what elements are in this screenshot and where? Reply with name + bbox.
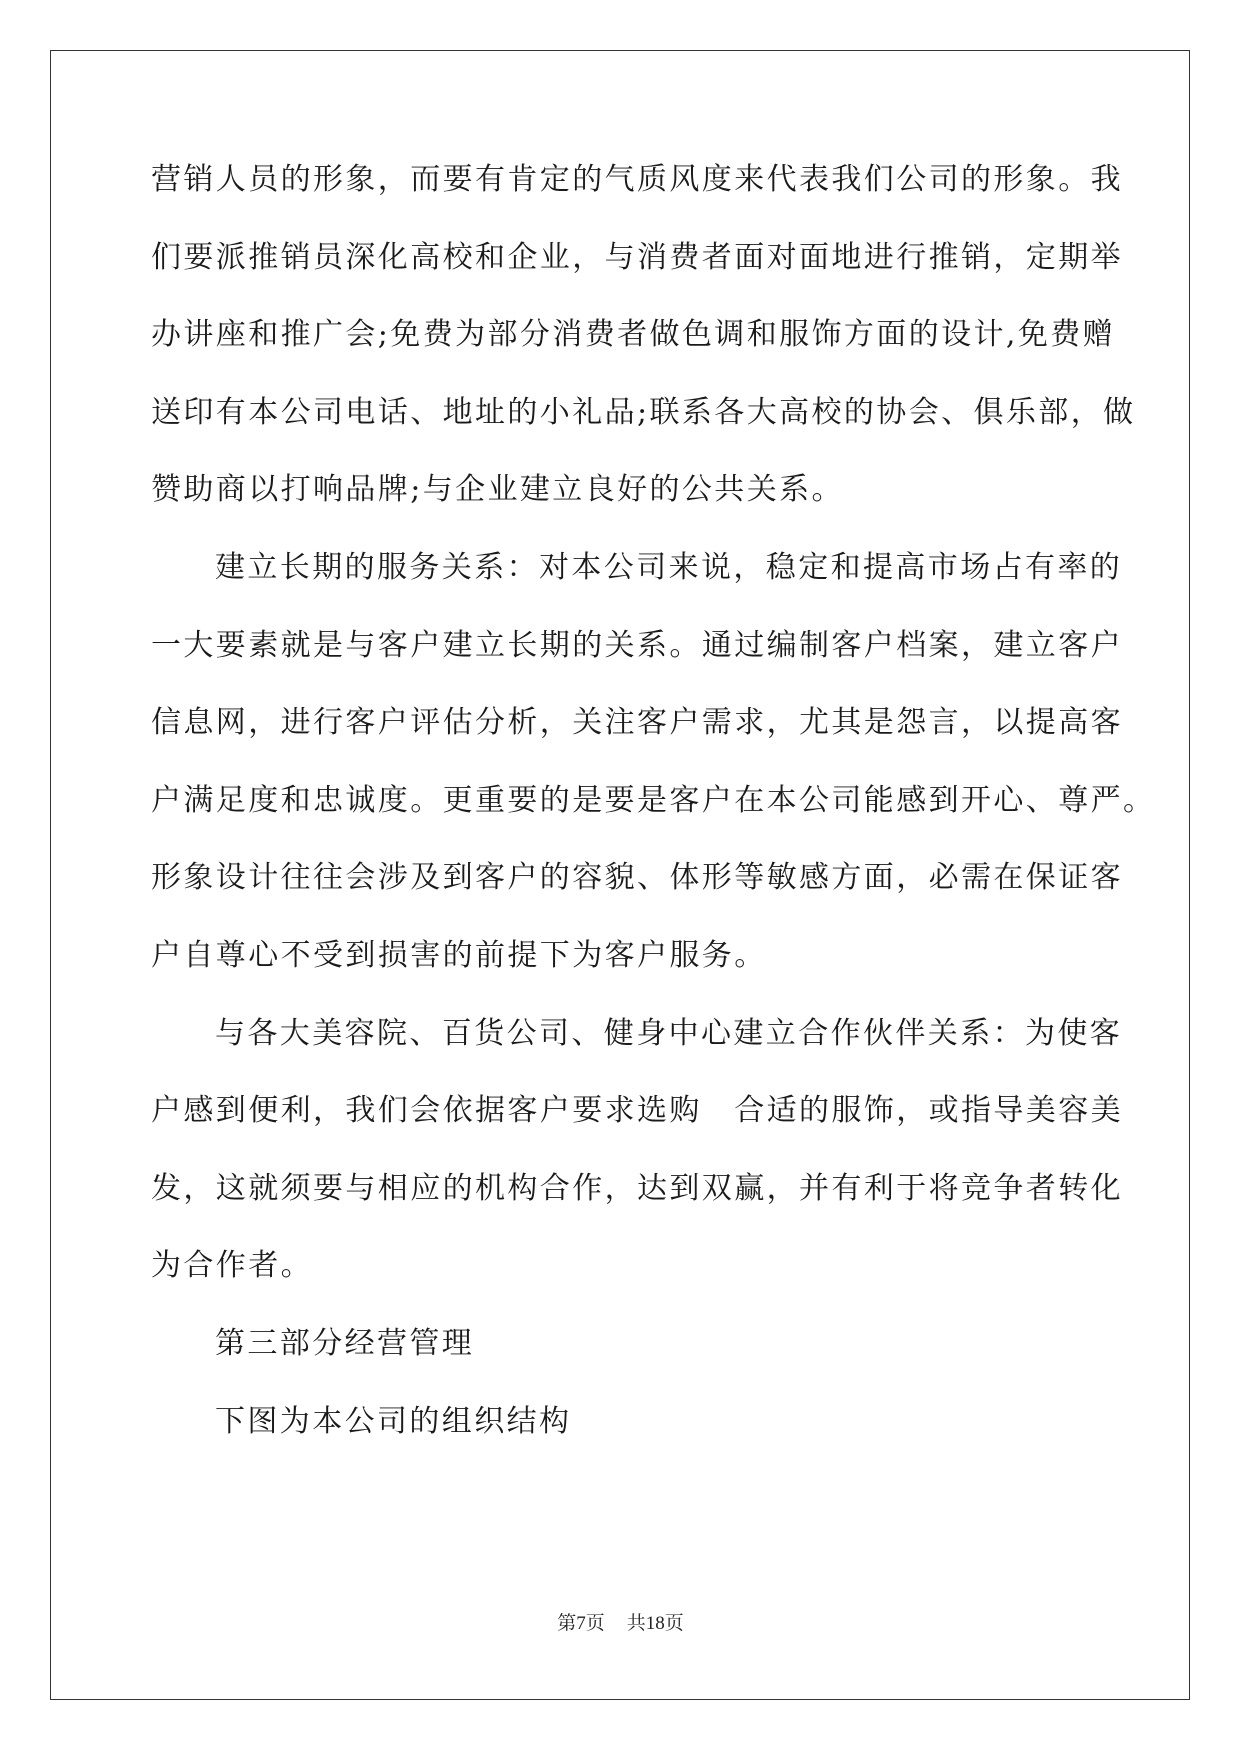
paragraph-start-line: 与各大美容院、百货公司、健身中心建立合作伙伴关系：为使客 [215, 1015, 1123, 1051]
text-line: 形象设计往往会涉及到客户的容貌、体形等敏感方面，必需在保证客 [151, 860, 1123, 896]
document-body [151, 160, 1156, 1479]
text-line: 发，这就须要与相应的机构合作，达到双赢，并有利于将竞争者转化 [151, 1170, 1123, 1206]
page-total: 共18页 [626, 1613, 684, 1634]
text-line: 营销人员的形象，而要有肯定的气质风度来代表我们公司的形象。我 [151, 162, 1123, 197]
text-line: 户自尊心不受到损害的前提下为客户服务。 [151, 937, 767, 973]
text-line: 们要派推销员深化高校和企业，与消费者面对面地进行推销，定期举 [151, 239, 1123, 275]
text-line: 户满足度和忠诚度。更重要的是要是客户在本公司能感到开心、尊严。 [151, 782, 1156, 818]
text-line: 送印有本公司电话、地址的小礼品;联系各大高校的协会、俱乐部，做 [151, 394, 1136, 430]
paragraph-start-line: 建立长期的服务关系：对本公司来说，稳定和提高市场占有率的 [215, 549, 1123, 585]
text-line: 办讲座和推广会;免费为部分消费者做色调和服饰方面的设计,免费赠 [151, 317, 1116, 353]
text-line: 为合作者。 [151, 1248, 313, 1284]
page-footer [0, 1608, 1241, 1635]
section-heading: 第三部分经营管理 [215, 1325, 475, 1361]
page-number: 第7页 [557, 1613, 605, 1634]
paragraph-start-line: 下图为本公司的组织结构 [215, 1403, 572, 1439]
text-line: 赞助商以打响品牌;与企业建立良好的公共关系。 [151, 472, 844, 508]
text-line: 户感到便利，我们会依据客户要求选购 合适的服饰，或指导美容美 [151, 1093, 1123, 1129]
text-line: 信息网，进行客户评估分析，关注客户需求，尤其是怨言，以提高客 [151, 705, 1123, 741]
text-line: 一大要素就是与客户建立长期的关系。通过编制客户档案，建立客户 [151, 627, 1123, 663]
